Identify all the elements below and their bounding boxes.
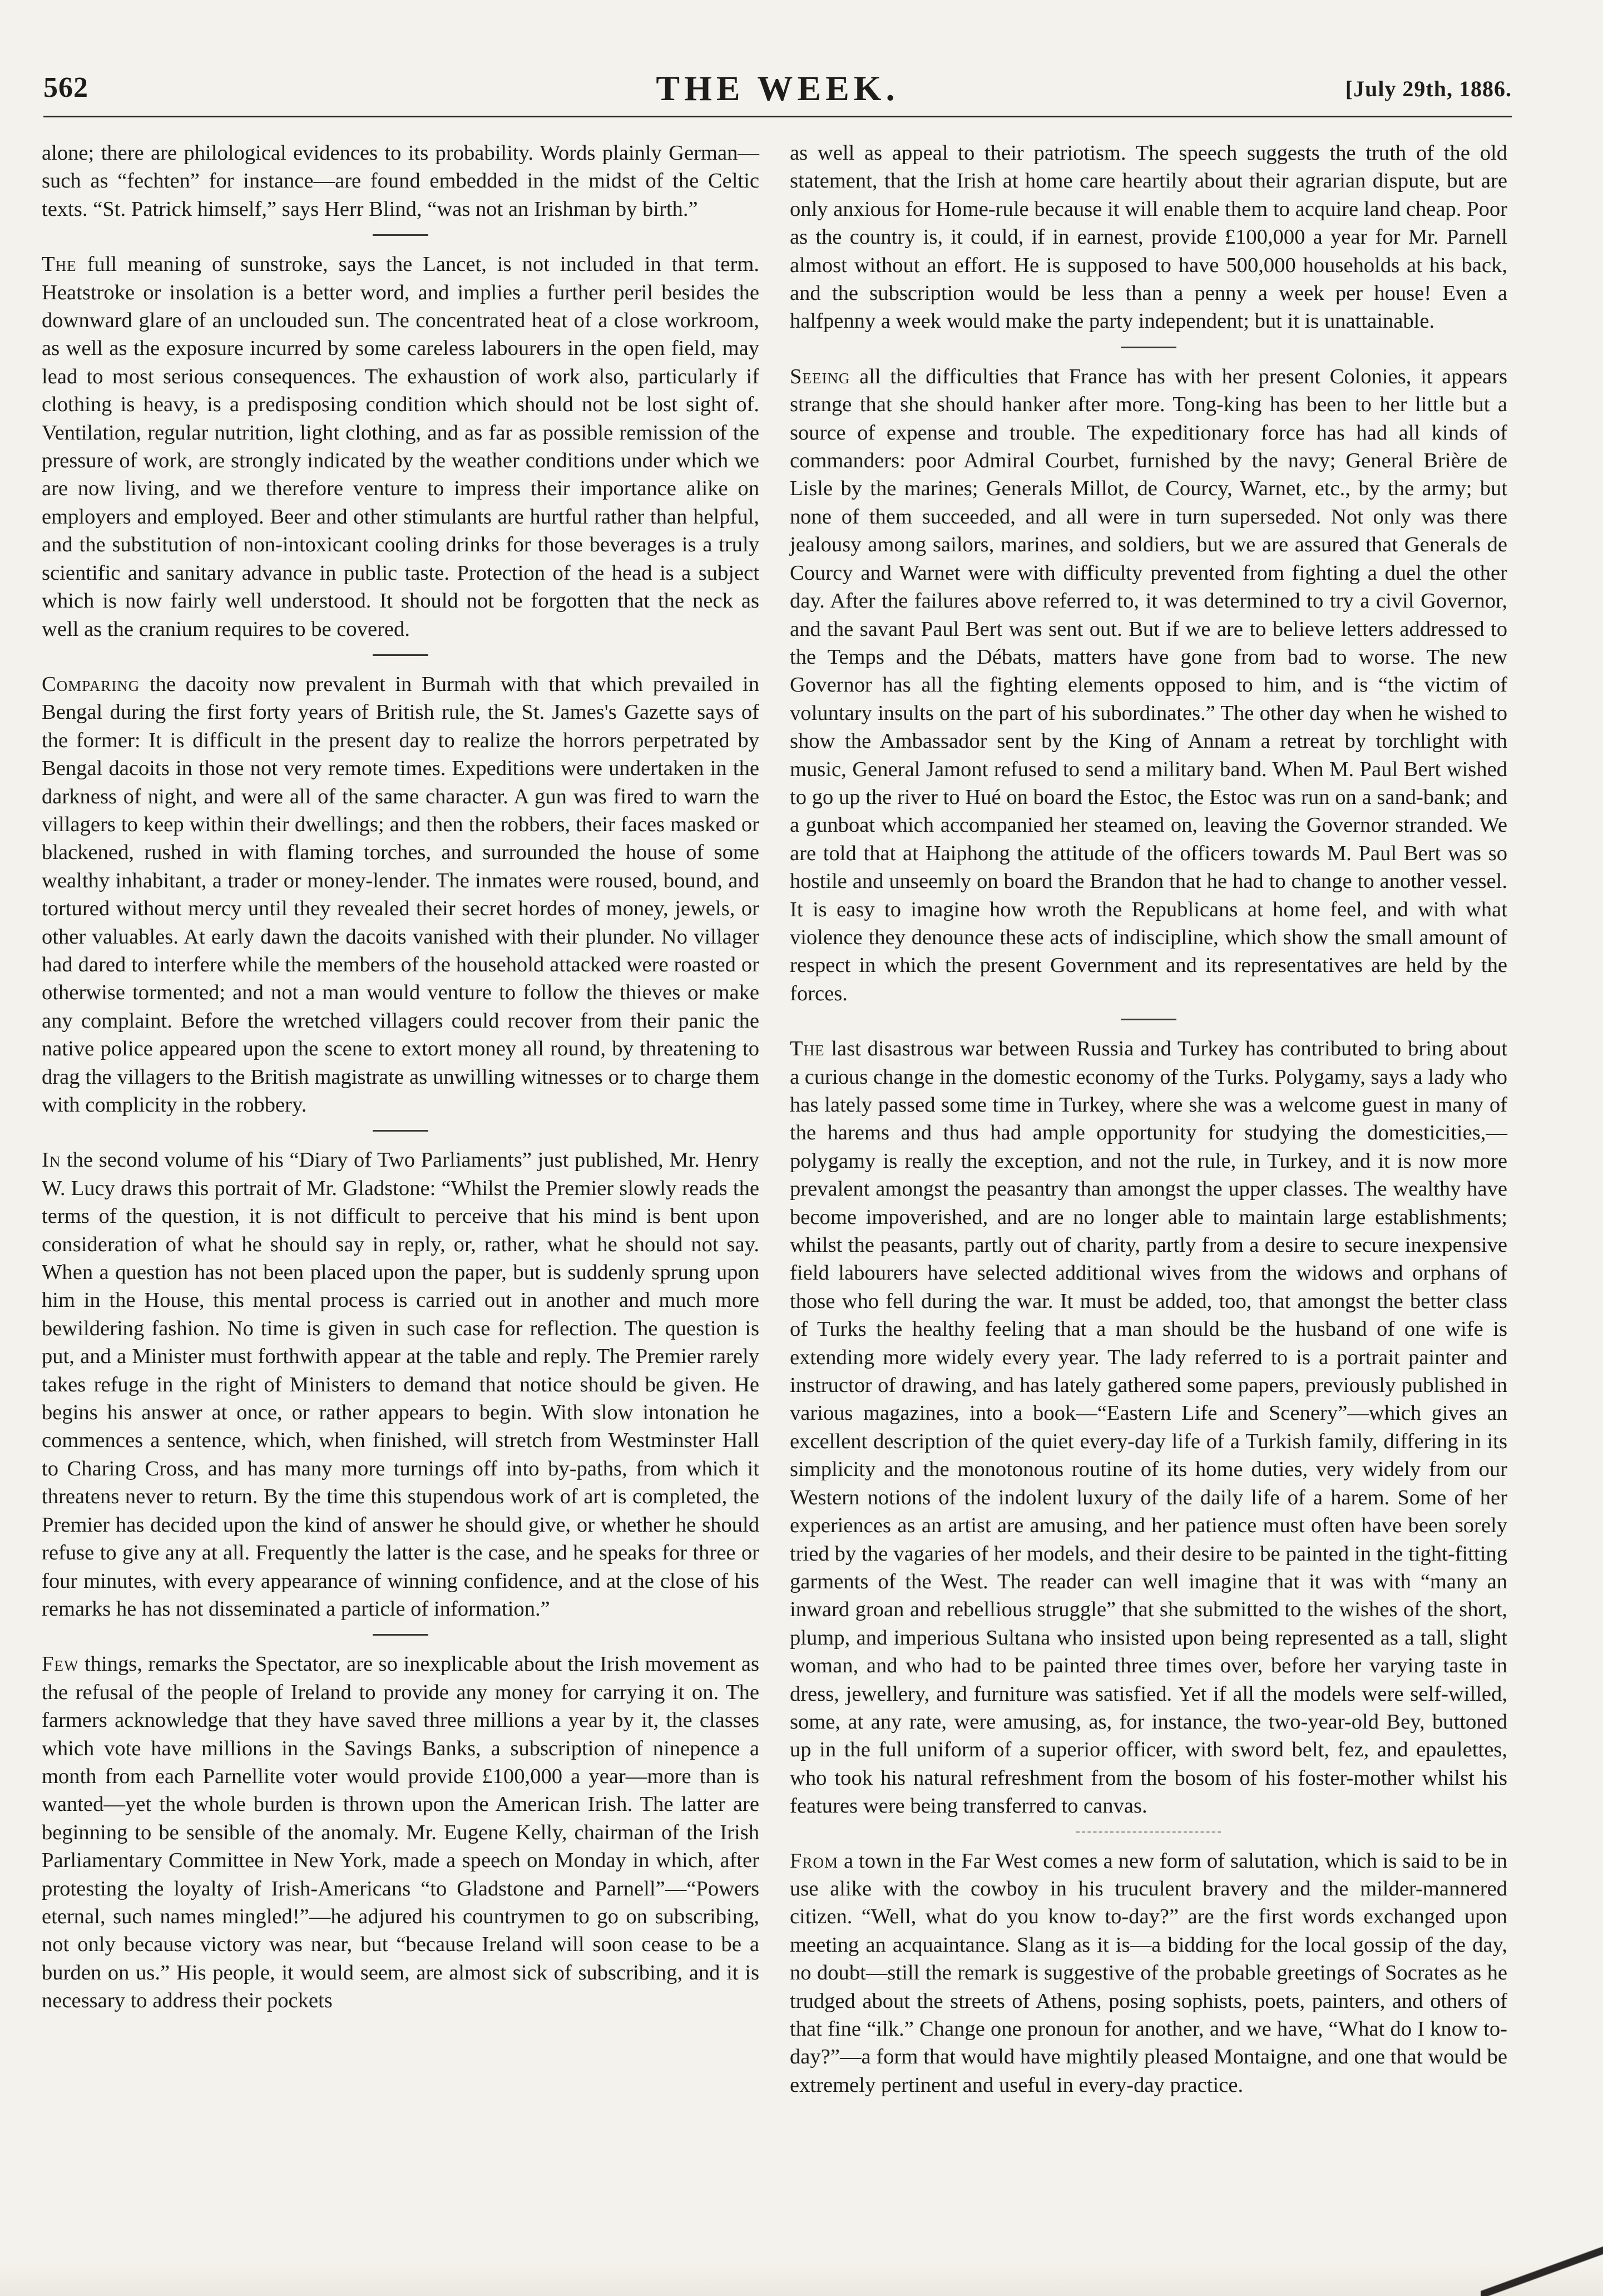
article-paragraph: alone; there are philological evidences to its probability. Words plainly German—such as “fechten” for instance—are found embedded in the midst of the Celtic texts. “St. Patrick himself,” says Herr Blind, “was not an Irishman by birth.” <box>42 141 759 221</box>
paragraph-body: all the difficulties that France has with her present Colonies, it appears strange that she should hanker after more. Tong-king has been to her little but a source of expense and trouble. The expeditionary force has had all kinds of commanders: poor Admiral Courbet, furnished by the navy; General Brière de Lisle by the marines; Generals Millot, de Courcy, Warnet, etc., by the army; but none of them succeeded, and all were in turn superseded. Not only was there jealousy among sailors, marines, and soldiers, but we are assured that Generals de Courcy and Warnet were with difficulty prevented from fighting a duel the other day. After the failures above referred to, it was determined to try a civil Governor, and the savant Paul Bert was sent out. But if we are to believe letters addressed to the Temps and the Débats, matters have gone from bad to worse. The new Governor has all the fighting elements opposed to him, and is “the victim of voluntary insults on the part of his subordinates.” The other day when he wished to show the Ambassador sent by the King of Annam a retreat by torchlight with music, General Jamont refused to send a military band. When M. Paul Bert wished to go up the river to Hué on board the Estoc, the Estoc was run on a sand-bank; and a gunboat which accompanied her steamed on, leaving the Governor stranded. We are told that at Haiphong the attitude of the officers towards M. Paul Bert was so hostile and unseemly on board the Brandon that he had to change to another vessel. It is easy to imagine how wroth the Republicans at home feel, and with what violence they denounce these acts of indiscipline, which show the small amount of respect in which the present Government and its representatives are held by the forces. <box>790 364 1507 1005</box>
masthead-title: THE WEEK. <box>656 68 899 108</box>
paragraph-body: last disastrous war between Russia and Turkey has contributed to bring about a curious change in the domestic economy of the Turks. Polygamy, says a lady who has lately passed some time in Turkey, where she was a welcome guest in many of the harems and thus had ample opportunity for studying the domesticities,—polygamy is really the exception, and not the rule, in Turkey, and it is now more prevalent amongst the peasantry than amongst the upper classes. The wealthy have become impoverished, and are no longer able to maintain large establishments; whilst the peasants, partly out of charity, partly from a desire to secure inexpensive field labourers have selected additional wives from the widows and orphans of those who fell during the war. It must be added, too, that amongst the better class of Turks the healthy feeling that a man should be the husband of one wife is extending more widely every year. The lady referred to is a portrait painter and instructor of drawing, and has lately gathered some papers, previously published in various magazines, into a book—“Eastern Life and Scenery”—which gives an excellent description of the quiet every-day life of a Turkish family, differing in its simplicity and the monotonous routine of its home duties, very widely from our Western notions of the indolent luxury of the daily life of a harem. Some of her experiences as an artist are amusing, and her patience must often have been sorely tried by the vagaries of her models, and their desire to be painted in the tight-fitting garments of the West. The reader can well imagine that it was with “many an inward groan and rebellious struggle” that she submitted to the wishes of the short, plump, and imperious Sultana who insisted upon being represented as a tall, slight woman, and who had to be painted three times over, before her varying taste in dress, jewellery, and furniture was satisfied. Yet if all the models were self-willed, some, at any rate, were amusing, as, for instance, the two-year-old Bey, buttoned up in the full uniform of a superior officer, with sword belt, fez, and epaulettes, who took his natural refreshment from the bosom of his foster-mother whilst his features were being transferred to canvas. <box>790 1037 1507 1818</box>
lead-word: Seeing <box>790 364 850 388</box>
lead-word: The <box>790 1037 825 1061</box>
section-divider <box>1076 1831 1221 1833</box>
section-divider <box>1121 1019 1176 1020</box>
section-divider <box>373 234 428 236</box>
left-column <box>42 139 759 2015</box>
paragraph-body: the second volume of his “Diary of Two Parliaments” just published, Mr. Henry W. Lucy draws this portrait of Mr. Gladstone: “Whilst the Premier slowly reads the terms of the question, it is not difficult to perceive that his mind is bent upon consideration of what he should say in reply, or, rather, what he should not say. When a question has not been placed upon the paper, but is suddenly sprung upon him in the House, this mental process is carried out in another and much more bewildering fashion. No time is given in such case for reflection. The question is put, and a Minister must forthwith appear at the table and reply. The Premier rarely takes refuge in the right of Ministers to demand that notice should be given. He begins his answer at once, or rather appears to begin. With slow intonation he commences a sentence, which, when finished, will stretch from Westminster Hall to Charing Cross, and has many more turnings off into by-paths, from which it threatens never to return. By the time this stupendous work of art is completed, the Premier has decided upon the kind of answer he should give, or whether he should refuse to give any at all. Frequently the latter is the case, and he speaks for three or four minutes, with every appearance of winning confidence, and at the close of his remarks he has not disseminated a particle of information.” <box>42 1148 759 1621</box>
paragraph-body: the dacoity now prevalent in Burmah with that which prevailed in Bengal during the first forty years of British rule, the St. James's Gazette says of the former: It is difficult in the present day to realize the horrors perpetrated by Bengal dacoits in those not very remote times. Expeditions were undertaken in the darkness of night, and were all of the same character. A gun was fired to warn the villagers to keep within their dwellings; and then the robbers, their faces masked or blackened, rushed in with flaming torches, and surrounded the house of some wealthy inhabitant, a trader or money-lender. The inmates were roused, bound, and tortured without mercy until they revealed their secret hordes of money, jewels, or other valuables. At early dawn the dacoits vanished with their plunder. No villager had dared to interfere while the members of the household attacked were roasted or otherwise tormented; and not a man would venture to follow the thieves or make any complaint. Before the wretched villagers could recover from their panic the native police appeared upon the scene to extort money all round, by threatening to drag the villagers to the British magistrate as unwilling witnesses or to charge them with complicity in the robbery. <box>42 672 759 1117</box>
article-paragraph <box>790 1035 1507 1820</box>
article-paragraph <box>790 1847 1507 2100</box>
paragraph-body: things, remarks the Spectator, are so inexplicable about the Irish movement as the refusal of the people of Ireland to provide any money for carrying it on. The farmers acknowledge that they have saved three millions a year by it, the classes which vote have millions in the Savings Banks, a subscription of ninepence a month from each Parnellite voter would provide £100,000 a year—more than is wanted—yet the whole burden is thrown upon the American Irish. The latter are beginning to be sensible of the anomaly. Mr. Eugene Kelly, chairman of the Irish Parliamentary Committee in New York, made a speech on Monday in which, after protesting the loyalty of Irish-Americans “to Gladstone and Parnell”—“Powers eternal, such names mingled!”—he adjured his countrymen to go on subscribing, not only because victory was near, but “because Ireland will soon cease to be a burden on us.” His people, it would seem, are almost sick of subscribing, and it is necessary to address their pockets <box>42 1652 759 2013</box>
lead-word: Comparing <box>42 672 140 696</box>
page-bottom-edge <box>0 2263 1603 2296</box>
header-rule <box>43 116 1512 117</box>
right-column <box>790 139 1507 2099</box>
issue-date: [July 29th, 1886. <box>1345 76 1512 101</box>
article-paragraph <box>790 363 1507 1008</box>
article-paragraph: as well as appeal to their patriotism. The speech suggests the truth of the old statement, that the Irish at home care heartily about their agrarian dispute, but are only anxious for Home-rule because it will enable them to acquire land cheap. Poor as the country is, it could, if in earnest, provide £100,000 a year for Mr. Parnell almost without an effort. He is supposed to have 500,000 households at his back, and the subscription would be less than a penny a week per house! Even a halfpenny a week would make the party independent; but it is unattainable. <box>790 141 1507 333</box>
article-paragraph <box>42 670 759 1119</box>
article-paragraph <box>42 250 759 643</box>
section-divider <box>373 654 428 656</box>
lead-word: Few <box>42 1652 79 1676</box>
section-divider <box>373 1130 428 1132</box>
article-paragraph <box>42 1650 759 2014</box>
page-number: 562 <box>43 72 88 103</box>
section-divider <box>373 1634 428 1636</box>
lead-word: The <box>42 253 77 276</box>
lead-word: In <box>42 1148 61 1172</box>
paragraph-body: a town in the Far West comes a new form of salutation, which is said to be in use alike with the cowboy in his truculent bravery and the milder-mannered citizen. “Well, what do you know to-day?” are the first words exchanged upon meeting an acquaintance. Slang as it is—a bidding for the local gossip of the day, no doubt—still the remark is suggestive of the probable greetings of Socrates as he trudged about the streets of Athens, posing sophists, poets, painters, and others of that fine “ilk.” Change one pronoun for another, and we have, “What do I know to-day?”—a form that would have mightily pleased Montaigne, and one that would be extremely pertinent and useful in every-day practice. <box>790 1849 1507 2097</box>
page-header <box>43 68 1512 112</box>
lead-word: From <box>790 1849 838 1873</box>
article-paragraph <box>42 1146 759 1623</box>
paragraph-body: full meaning of sunstroke, says the Lancet, is not included in that term. Heatstroke or insolation is a better word, and implies a further peril besides the downward glare of an unclouded sun. The concentrated heat of a close workroom, as well as the exposure incurred by some careless labourers in the open field, may lead to most serious consequences. The exhaustion of work also, particularly if clothing is heavy, is a predisposing condition which should not be lost sight of. Ventilation, regular nutrition, light clothing, and as far as possible remission of the pressure of work, are strongly indicated by the weather conditions under which we are now living, and we therefore venture to impress their importance alike on employers and employed. Beer and other stimulants are hurtful rather than helpful, and the substitution of non-intoxicant cooling drinks for those beverages is a truly scientific and sanitary advance in public taste. Protection of the head is a subject which is now fairly well understood. It should not be forgotten that the neck as well as the cranium requires to be covered. <box>42 253 759 641</box>
section-divider <box>1121 347 1176 348</box>
page-curl-mark <box>1481 2229 1603 2296</box>
